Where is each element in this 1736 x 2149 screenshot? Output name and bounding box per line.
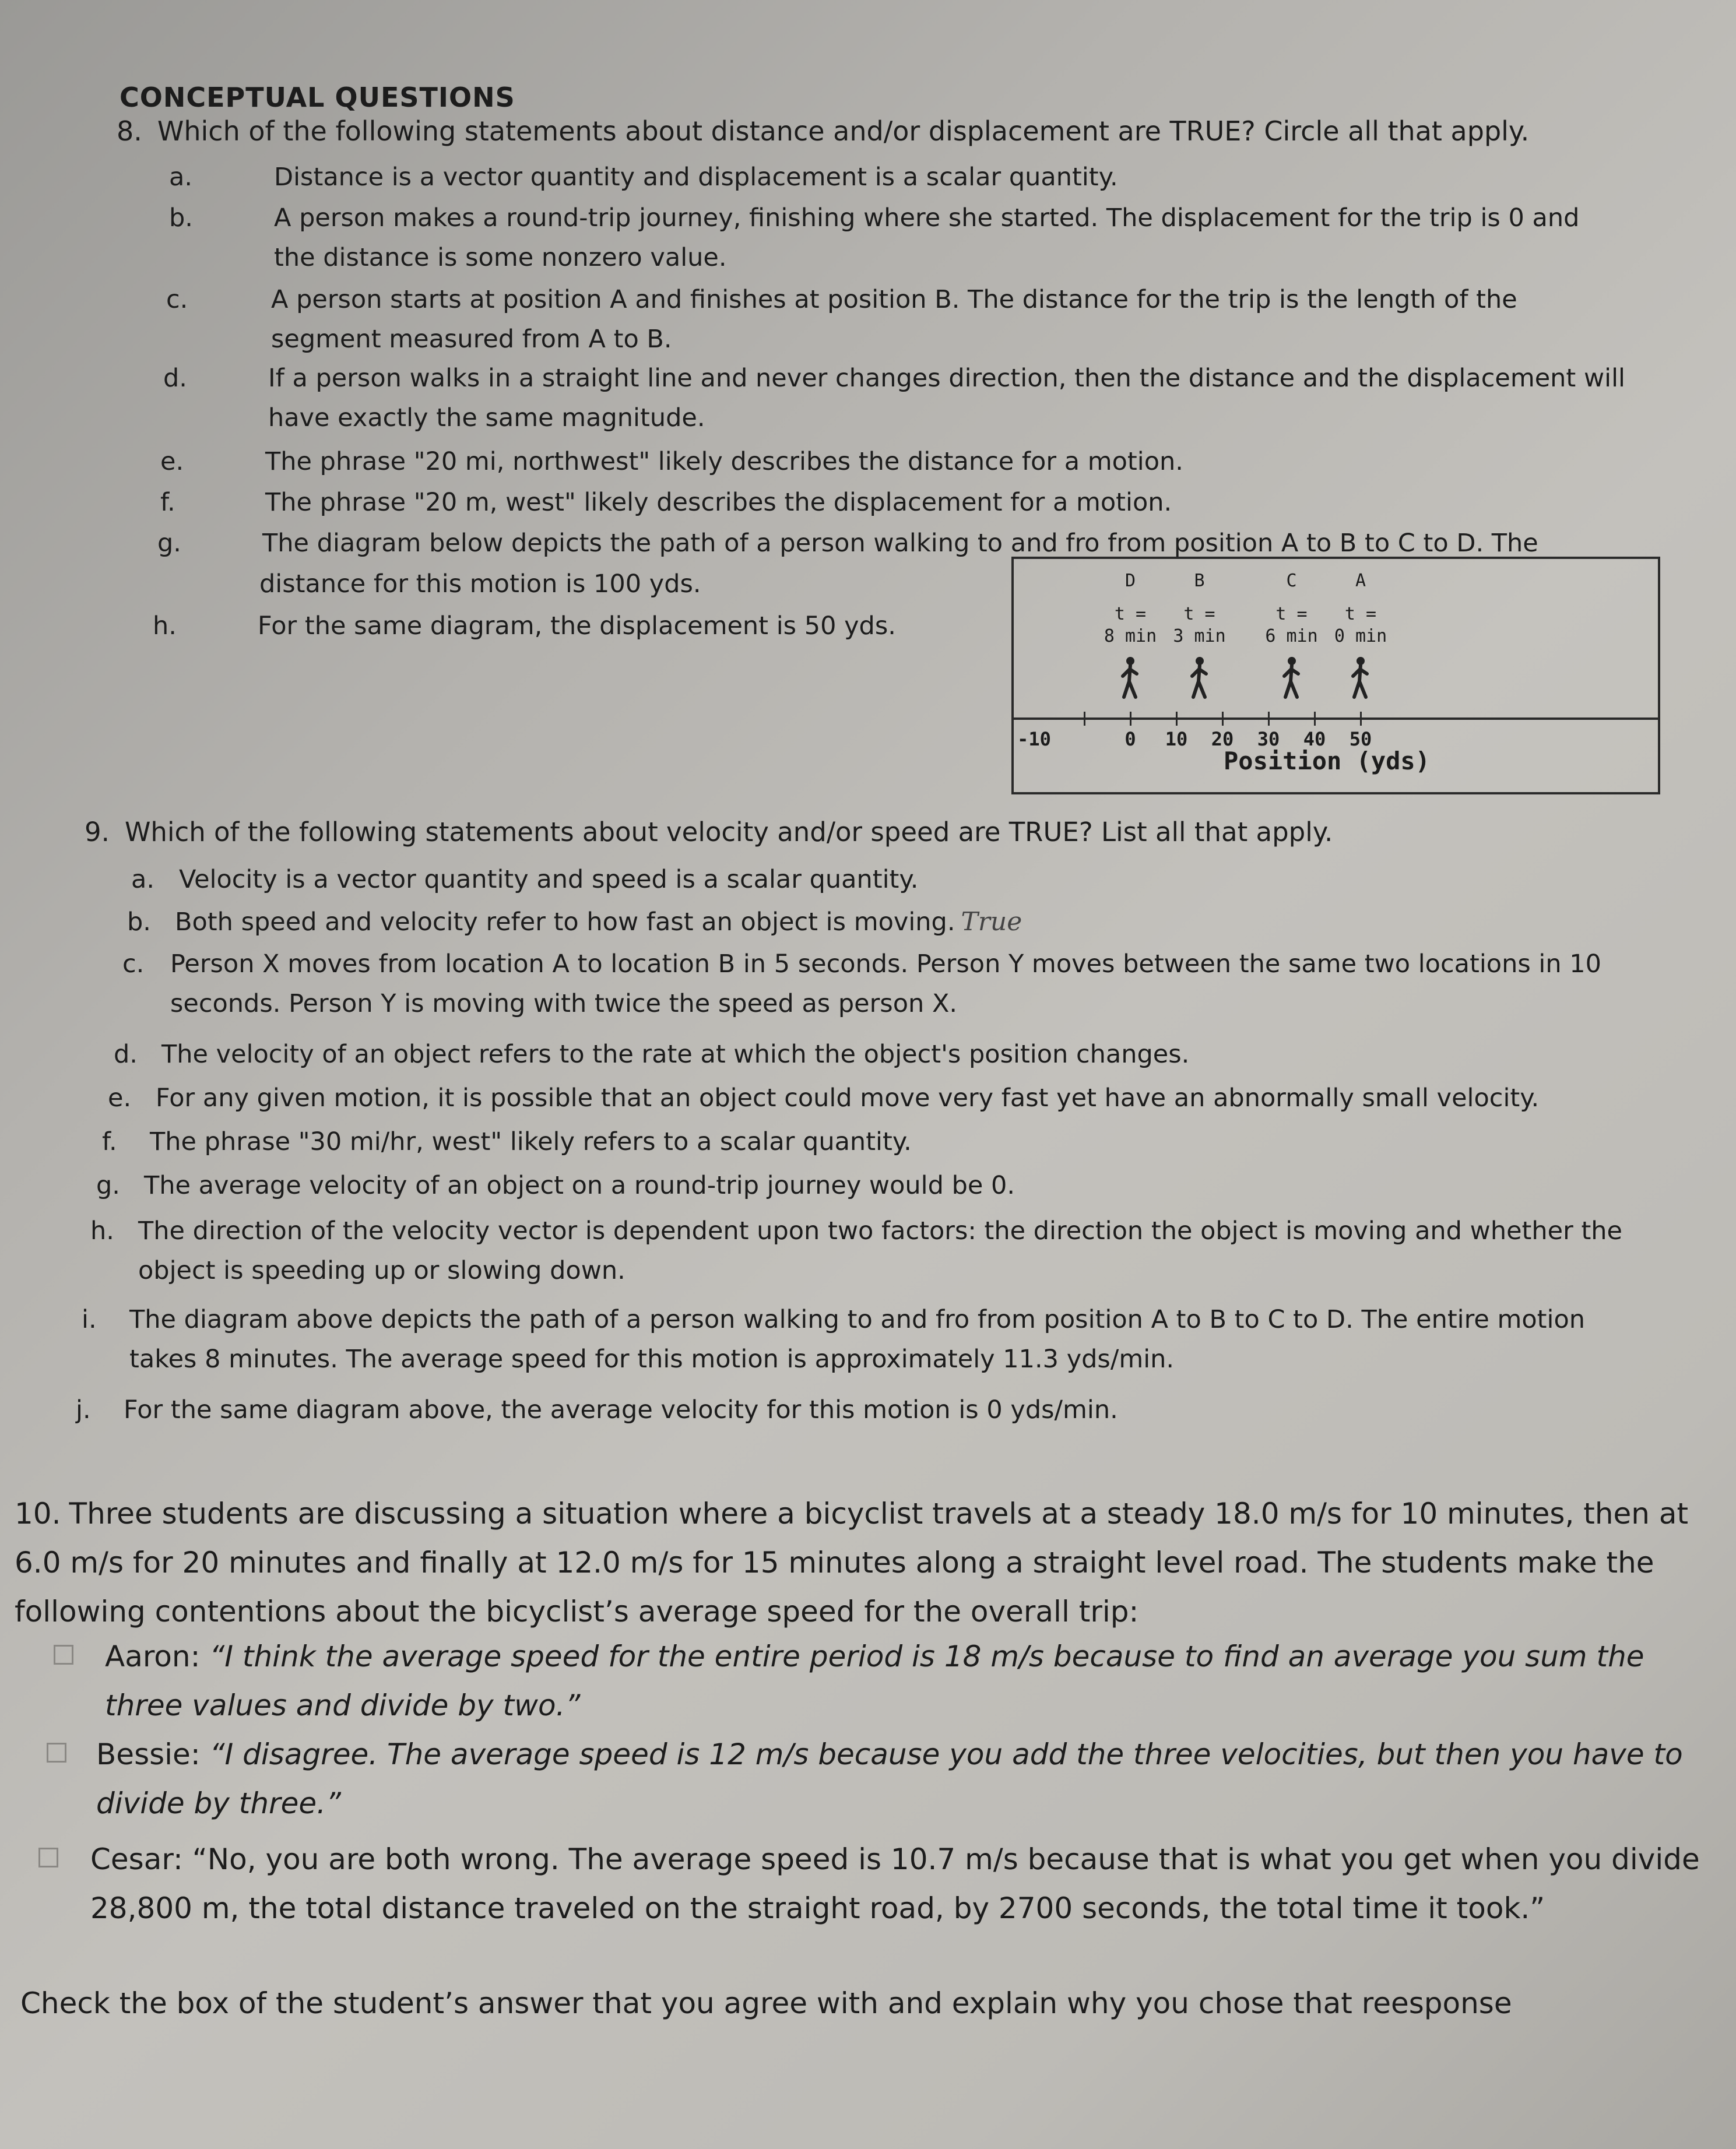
- axis-tick: [1360, 712, 1362, 726]
- item-text: For any given motion, it is possible that an object could move very fast yet have an abnormally small velocity.: [156, 1084, 1540, 1113]
- item-letter: h.: [90, 1216, 114, 1246]
- point-label: A: [1355, 571, 1366, 591]
- bessie-checkbox[interactable]: [47, 1743, 66, 1763]
- item-text: For the same diagram, the displacement is 50 yds.: [258, 611, 896, 641]
- item-letter: a.: [131, 865, 155, 894]
- walker-icon: [1185, 655, 1214, 702]
- point-label: D: [1124, 571, 1136, 591]
- axis-tick-label: 40: [1303, 728, 1326, 750]
- q9-item-c[interactable]: [122, 944, 1661, 1023]
- item-text: The phrase "20 mi, northwest" likely describes the distance for a motion.: [265, 447, 1183, 476]
- item-letter: i.: [82, 1305, 97, 1334]
- q8-item-h[interactable]: [153, 606, 969, 646]
- item-text: A person starts at position A and finishes at position B. The distance for the trip is the length of the segment measured from A to B.: [271, 285, 1517, 354]
- position-axis: [1014, 717, 1658, 720]
- item-text: The phrase "20 m, west" likely describes the displacement for a motion.: [265, 488, 1172, 517]
- question-text: Three students are discussing a situation where a bicyclist travels at a steady 18.0 m/s for 10 minutes, then at 6.0 m/s for 20 minutes and finally at 12.0 m/s for 15 minutes along a straight level road. The students make the following contentions about the bicyclist’s average speed for the overall trip:: [15, 1497, 1689, 1629]
- axis-tick-label: 0: [1124, 728, 1136, 750]
- item-text: Velocity is a vector quantity and speed is a scalar quantity.: [179, 865, 919, 894]
- q9-item-h[interactable]: [90, 1211, 1641, 1290]
- item-text: Person X moves from location A to location B in 5 seconds. Person Y moves between the same two locations in 10 seconds. Person Y is moving with twice the speed as person X.: [170, 949, 1601, 1018]
- student-name: Aaron:: [105, 1640, 201, 1673]
- item-text: Distance is a vector quantity and displacement is a scalar quantity.: [274, 163, 1118, 192]
- q9-item-g[interactable]: [96, 1166, 1589, 1205]
- point-time-prefix: t =: [1275, 604, 1308, 624]
- item-text: The phrase "30 mi/hr, west" likely refers to a scalar quantity.: [150, 1127, 912, 1156]
- item-text: The diagram below depicts the path of a person walking to and fro from position A to B to C to D. The: [262, 529, 1538, 558]
- section-heading: CONCEPTUAL QUESTIONS: [120, 82, 515, 113]
- cesar-checkbox[interactable]: [38, 1848, 58, 1867]
- axis-tick: [1176, 712, 1178, 726]
- axis-tick: [1222, 712, 1224, 726]
- item-text: A person makes a round-trip journey, finishing where she started. The displacement for the trip is 0 and the distance is some nonzero value.: [274, 203, 1580, 272]
- position-diagram: [1011, 557, 1660, 794]
- item-text: Both speed and velocity refer to how fast an object is moving.: [175, 908, 955, 937]
- item-text: The velocity of an object refers to the rate at which the object's position changes.: [161, 1040, 1190, 1069]
- question-text: Which of the following statements about distance and/or displacement are TRUE? Circle all that apply.: [157, 115, 1530, 147]
- item-letter: b.: [127, 908, 151, 937]
- student-aaron: [105, 1632, 1714, 1730]
- question-number: 10.: [15, 1497, 61, 1531]
- student-name: Cesar:: [90, 1842, 183, 1876]
- q9-item-f[interactable]: [102, 1122, 1594, 1162]
- item-letter: d.: [114, 1040, 138, 1069]
- point-label: B: [1194, 571, 1205, 591]
- item-text: For the same diagram above, the average velocity for this motion is 0 yds/min.: [124, 1395, 1118, 1425]
- item-letter: b.: [169, 203, 193, 233]
- question-10-prompt: [15, 1489, 1705, 1636]
- item-letter: g.: [157, 529, 181, 558]
- item-letter: a.: [169, 163, 193, 192]
- q9-item-d[interactable]: [114, 1035, 1606, 1074]
- q8-item-c[interactable]: [166, 280, 1629, 359]
- item-letter: f.: [160, 488, 175, 517]
- point-time: 0 min: [1334, 626, 1387, 646]
- point-time-prefix: t =: [1114, 604, 1147, 624]
- point-time: 3 min: [1173, 626, 1226, 646]
- walker-icon: [1116, 655, 1145, 702]
- question-8-prompt: [117, 114, 1632, 149]
- student-cesar: [90, 1835, 1723, 1933]
- axis-tick-label: 30: [1257, 728, 1280, 750]
- item-text: The average velocity of an object on a round-trip journey would be 0.: [144, 1171, 1015, 1200]
- item-letter: h.: [153, 611, 177, 641]
- handwritten-note: True: [961, 907, 1022, 937]
- item-letter: d.: [163, 364, 187, 393]
- walker-icon: [1346, 655, 1375, 702]
- student-quote: “No, you are both wrong. The average speed is 10.7 m/s because that is what you get when you divide 28,800 m, the total distance traveled on the straight road, by 2700 seconds, the total time it took.”: [90, 1842, 1700, 1925]
- axis-tick: [1268, 712, 1270, 726]
- student-bessie: [96, 1730, 1717, 1828]
- point-time: 6 min: [1265, 626, 1318, 646]
- item-letter: f.: [102, 1127, 117, 1156]
- axis-tick-label: 20: [1211, 728, 1234, 750]
- q8-item-d[interactable]: [163, 358, 1632, 438]
- q9-item-i[interactable]: [82, 1300, 1656, 1379]
- axis-tick-label: 10: [1165, 728, 1188, 750]
- q8-item-b[interactable]: [169, 198, 1615, 277]
- student-quote: “I think the average speed for the entire period is 18 m/s because to find an average you sum the three values and divide by two.”: [105, 1640, 1644, 1722]
- question-9-prompt: [85, 815, 1658, 850]
- item-letter: g.: [96, 1171, 120, 1200]
- q9-item-j[interactable]: [76, 1390, 1568, 1430]
- q9-item-b[interactable]: [127, 902, 1619, 942]
- q8-item-e[interactable]: [160, 442, 1653, 481]
- axis-title: Position (yds): [1224, 747, 1431, 775]
- point-time: 8 min: [1104, 626, 1157, 646]
- item-text: The diagram above depicts the path of a person walking to and fro from position A to B to C to D. The entire motion takes 8 minutes. The average speed for this motion is approximately 11.3 yds/min.: [129, 1305, 1586, 1374]
- question-10-instruction: Check the box of the student’s answer that you agree with and explain why you chose that reesponse: [20, 1986, 1512, 2020]
- student-quote: “I disagree. The average speed is 12 m/s because you add the three velocities, but then you have to divide by three.”: [96, 1738, 1683, 1820]
- q8-item-f[interactable]: [160, 483, 1653, 522]
- student-name: Bessie:: [96, 1738, 201, 1771]
- item-letter: e.: [108, 1084, 132, 1113]
- question-text: Which of the following statements about velocity and/or speed are TRUE? List all that apply.: [124, 817, 1333, 847]
- q8-item-a[interactable]: [169, 157, 1661, 197]
- axis-tick-label: 50: [1349, 728, 1372, 750]
- axis-tick-label: -10: [1017, 728, 1051, 750]
- item-letter: c.: [166, 285, 188, 314]
- axis-tick: [1314, 712, 1316, 726]
- q9-item-e[interactable]: [108, 1078, 1682, 1118]
- point-label: C: [1286, 571, 1297, 591]
- aaron-checkbox[interactable]: [54, 1645, 73, 1665]
- question-number: 8.: [117, 115, 142, 147]
- q9-item-a[interactable]: [131, 860, 1623, 899]
- item-text: distance for this motion is 100 yds.: [259, 569, 701, 599]
- item-letter: c.: [122, 949, 145, 979]
- axis-tick: [1084, 712, 1085, 726]
- item-text: The direction of the velocity vector is dependent upon two factors: the direction the object is moving and whether the object is speeding up or slowing down.: [138, 1216, 1623, 1285]
- item-letter: j.: [76, 1395, 91, 1425]
- point-time-prefix: t =: [1344, 604, 1377, 624]
- point-time-prefix: t =: [1183, 604, 1215, 624]
- item-letter: e.: [160, 447, 184, 476]
- item-text: If a person walks in a straight line and never changes direction, then the distance and the displacement will have exactly the same magnitude.: [268, 364, 1625, 432]
- axis-tick: [1130, 712, 1131, 726]
- question-number: 9.: [85, 817, 110, 847]
- walker-icon: [1277, 655, 1306, 702]
- q8-item-g-continued: [154, 564, 971, 604]
